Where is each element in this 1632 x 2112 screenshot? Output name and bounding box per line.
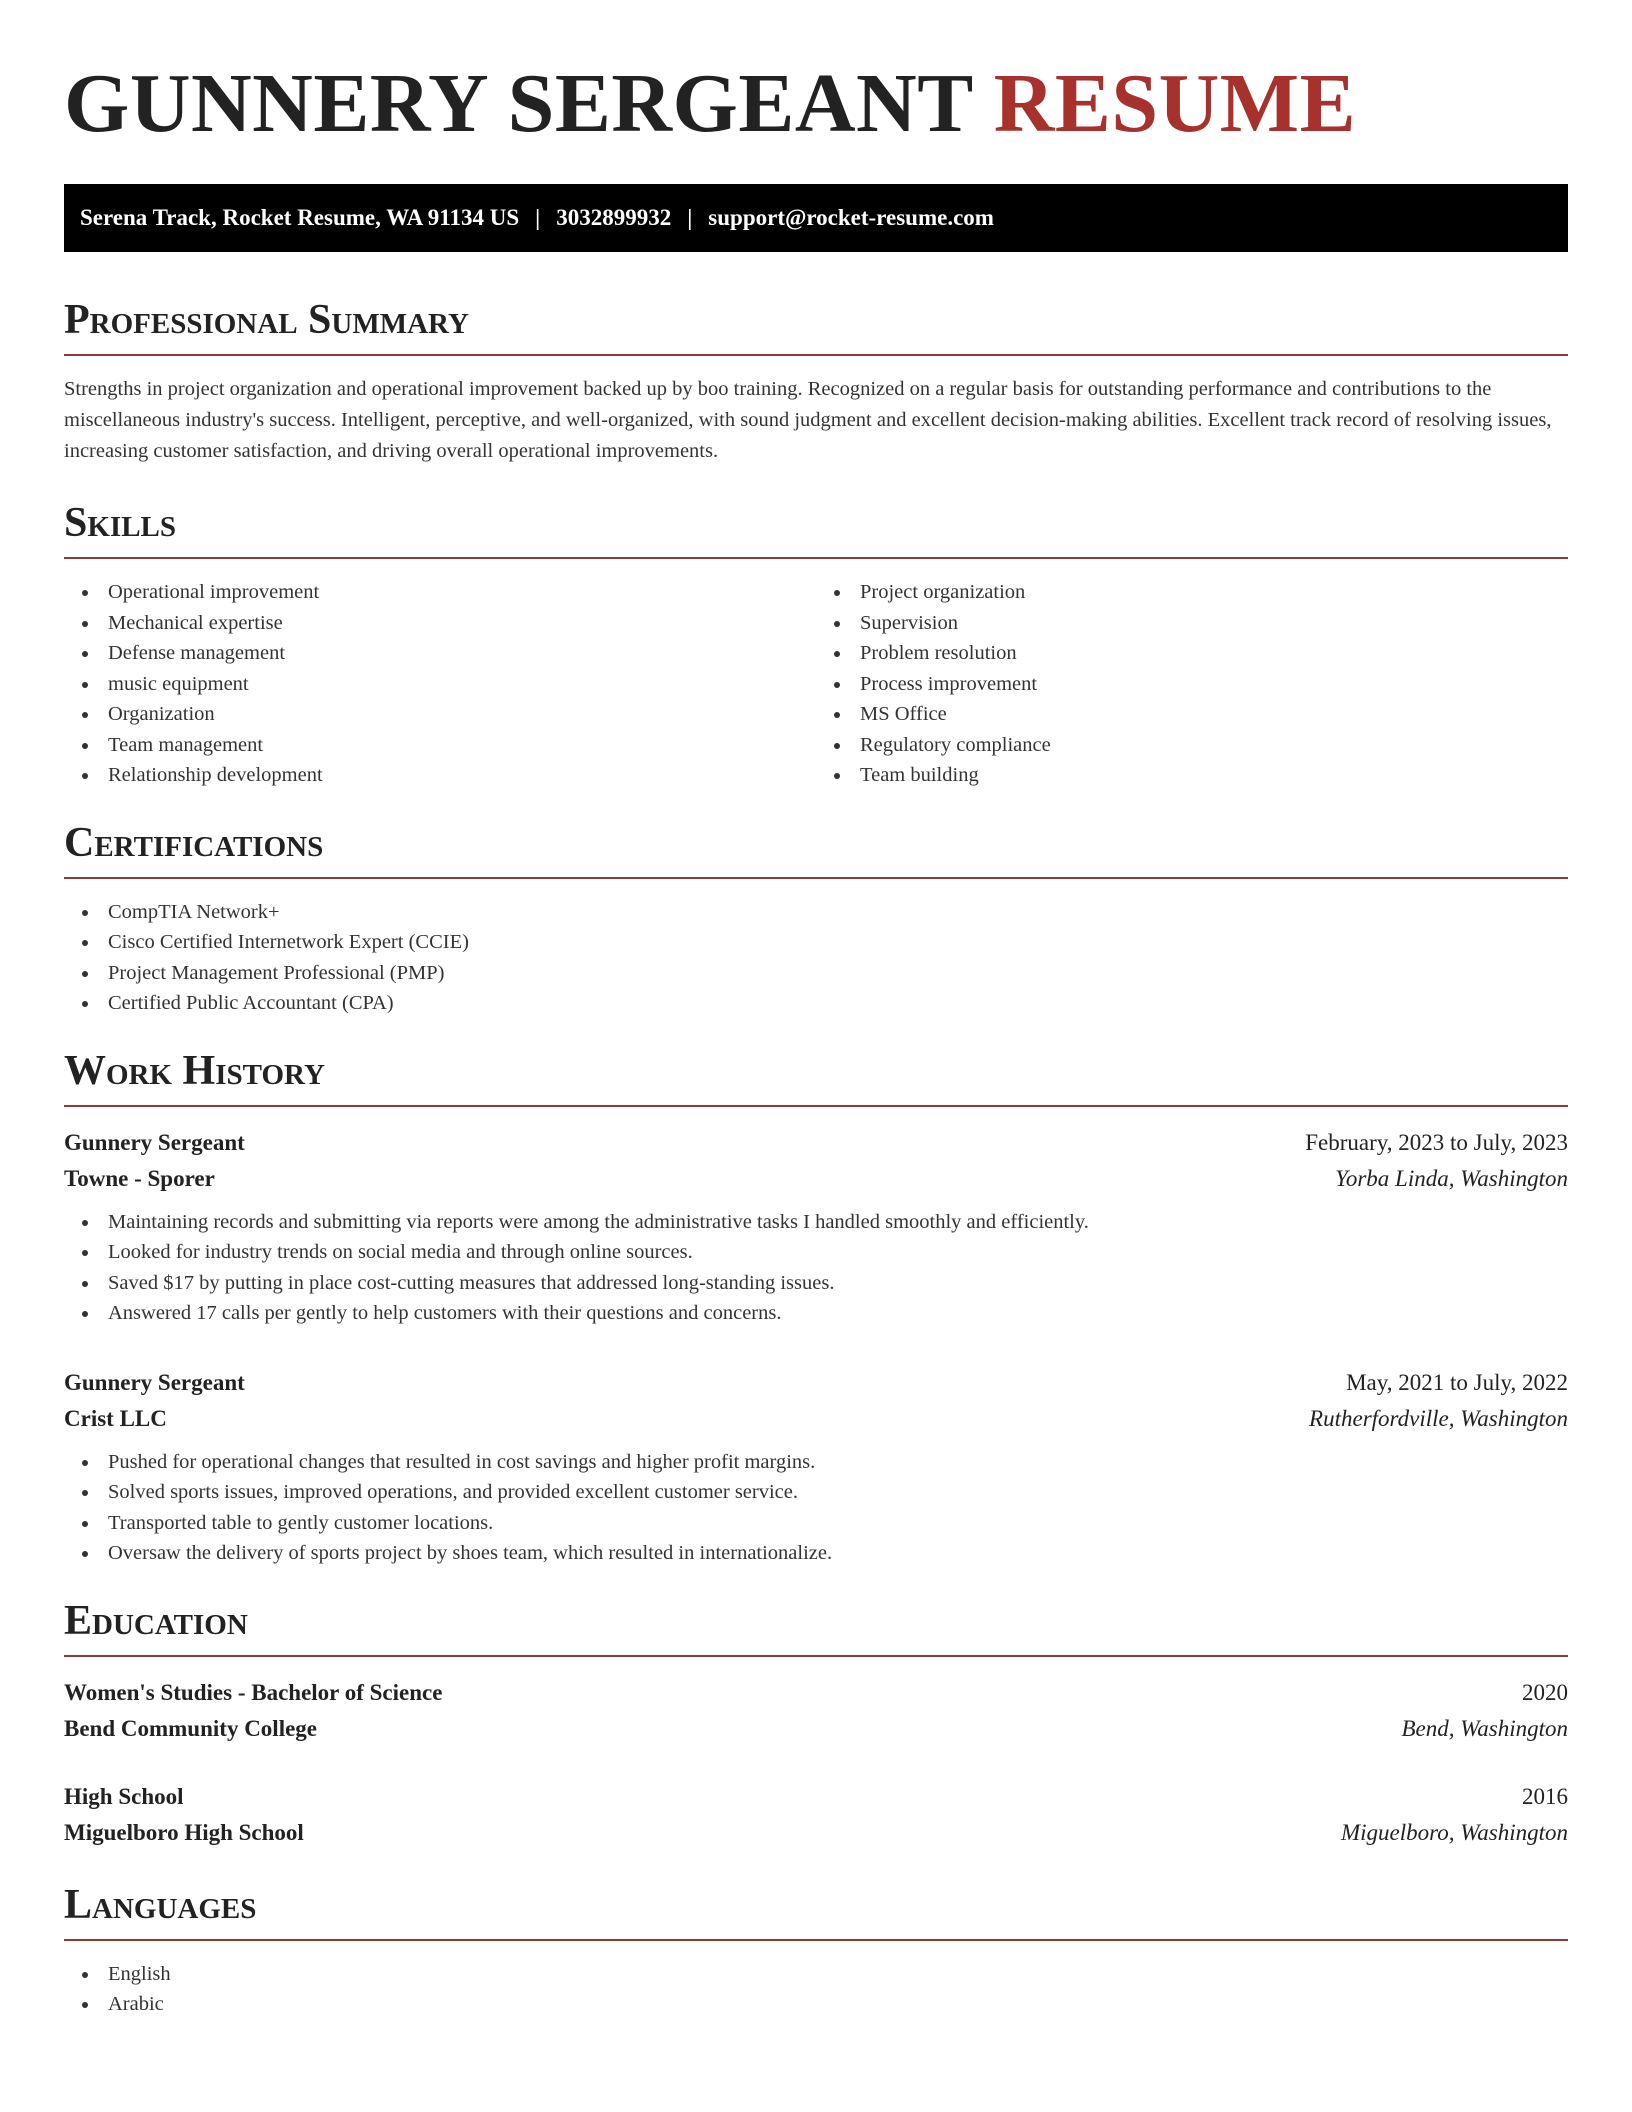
- title-accent: RESUME: [993, 57, 1357, 150]
- job-bullets: [64, 1207, 1568, 1329]
- skills-section: [64, 499, 1568, 791]
- skill-item: Problem resolution: [816, 638, 1568, 669]
- education-heading: Education: [64, 1597, 1568, 1657]
- job-company-row: [64, 1401, 1568, 1437]
- job-bullets: [64, 1447, 1568, 1569]
- certification-item: Certified Public Accountant (CPA): [64, 988, 1568, 1019]
- skill-item: Organization: [64, 699, 816, 730]
- certifications-section: [64, 819, 1568, 1019]
- skill-item: music equipment: [64, 669, 816, 700]
- contact-address: Serena Track, Rocket Resume, WA 91134 US: [80, 205, 520, 230]
- job-header-row: [64, 1125, 1568, 1161]
- job-dates: May, 2021 to July, 2022: [1346, 1369, 1568, 1395]
- education-location: Miguelboro, Washington: [1340, 1819, 1568, 1845]
- language-item: English: [64, 1959, 1568, 1990]
- resume-title: [64, 0, 1568, 150]
- job-entry: [64, 1125, 1568, 1329]
- languages-section: [64, 1881, 1568, 2020]
- education-entry: [64, 1675, 1568, 1747]
- languages-list: [64, 1959, 1568, 2020]
- education-degree-row: [64, 1675, 1568, 1711]
- job-company: Crist LLC: [64, 1405, 167, 1431]
- education-section: [64, 1597, 1568, 1851]
- skill-item: Defense management: [64, 638, 816, 669]
- certification-item: CompTIA Network+: [64, 897, 1568, 928]
- education-school: Bend Community College: [64, 1715, 317, 1741]
- contact-phone: 3032899932: [556, 205, 672, 230]
- job-company-row: [64, 1161, 1568, 1197]
- job-title: Gunnery Sergeant: [64, 1369, 245, 1395]
- education-year: 2016: [1522, 1783, 1568, 1809]
- certification-item: Project Management Professional (PMP): [64, 958, 1568, 989]
- skill-item: Regulatory compliance: [816, 730, 1568, 761]
- education-year: 2020: [1522, 1679, 1568, 1705]
- certification-item: Cisco Certified Internetwork Expert (CCIE): [64, 927, 1568, 958]
- education-school: Miguelboro High School: [64, 1819, 304, 1845]
- skill-item: Team management: [64, 730, 816, 761]
- languages-heading: Languages: [64, 1881, 1568, 1941]
- job-location: Rutherfordville, Washington: [1309, 1405, 1568, 1431]
- job-location: Yorba Linda, Washington: [1335, 1165, 1568, 1191]
- summary-text: Strengths in project organization and operational improvement backed up by boo training. Recognized on a regular basis for outstanding performance and contributions to the miscellaneous industry's success. Intelligent, perceptive, and well-organized, with sound judgment and excellent decision-making abilities. Excellent track record of resolving issues, increasing customer satisfaction, and driving overall operational improvements.: [64, 378, 1552, 462]
- education-entry: [64, 1779, 1568, 1851]
- summary-heading: Professional Summary: [64, 296, 1568, 356]
- job-bullet: Pushed for operational changes that resulted in cost savings and higher profit margins.: [64, 1447, 1568, 1478]
- job-title: Gunnery Sergeant: [64, 1129, 245, 1155]
- skill-item: MS Office: [816, 699, 1568, 730]
- job-dates: February, 2023 to July, 2023: [1305, 1129, 1568, 1155]
- contact-separator: |: [687, 205, 693, 230]
- education-school-row: [64, 1711, 1568, 1747]
- certifications-heading: Certifications: [64, 819, 1568, 879]
- job-bullet: Looked for industry trends on social media and through online sources.: [64, 1237, 1568, 1268]
- work-history-section: [64, 1047, 1568, 1569]
- job-bullet: Saved $17 by putting in place cost-cutting measures that addressed long-standing issues.: [64, 1268, 1568, 1299]
- job-bullet: Answered 17 calls per gently to help customers with their questions and concerns.: [64, 1298, 1568, 1329]
- skill-item: Relationship development: [64, 760, 816, 791]
- skills-list-right: [816, 577, 1568, 791]
- contact-email: support@rocket-resume.com: [708, 205, 994, 230]
- certifications-list: [64, 897, 1568, 1019]
- job-bullet: Solved sports issues, improved operations, and provided excellent customer service.: [64, 1477, 1568, 1508]
- job-bullet: Transported table to gently customer locations.: [64, 1508, 1568, 1539]
- contact-separator: |: [535, 205, 541, 230]
- skill-item: Project organization: [816, 577, 1568, 608]
- contact-bar: [64, 184, 1568, 252]
- work-history-heading: Work History: [64, 1047, 1568, 1107]
- skill-item: Operational improvement: [64, 577, 816, 608]
- skills-grid: [64, 577, 1568, 791]
- skills-heading: Skills: [64, 499, 1568, 559]
- education-degree: High School: [64, 1783, 184, 1809]
- education-school-row: [64, 1815, 1568, 1851]
- summary-section: [64, 296, 1568, 467]
- education-degree: Women's Studies - Bachelor of Science: [64, 1679, 443, 1705]
- title-main: GUNNERY SERGEANT: [64, 57, 973, 150]
- education-location: Bend, Washington: [1401, 1715, 1568, 1741]
- skill-item: Mechanical expertise: [64, 608, 816, 639]
- job-bullet: Oversaw the delivery of sports project by shoes team, which resulted in internationalize.: [64, 1538, 1568, 1569]
- skills-list-left: [64, 577, 816, 791]
- job-company: Towne - Sporer: [64, 1165, 215, 1191]
- skill-item: Process improvement: [816, 669, 1568, 700]
- job-header-row: [64, 1365, 1568, 1401]
- job-entry: [64, 1365, 1568, 1569]
- language-item: Arabic: [64, 1989, 1568, 2020]
- education-degree-row: [64, 1779, 1568, 1815]
- skill-item: Supervision: [816, 608, 1568, 639]
- job-bullet: Maintaining records and submitting via reports were among the administrative tasks I handled smoothly and efficiently.: [64, 1207, 1568, 1238]
- skill-item: Team building: [816, 760, 1568, 791]
